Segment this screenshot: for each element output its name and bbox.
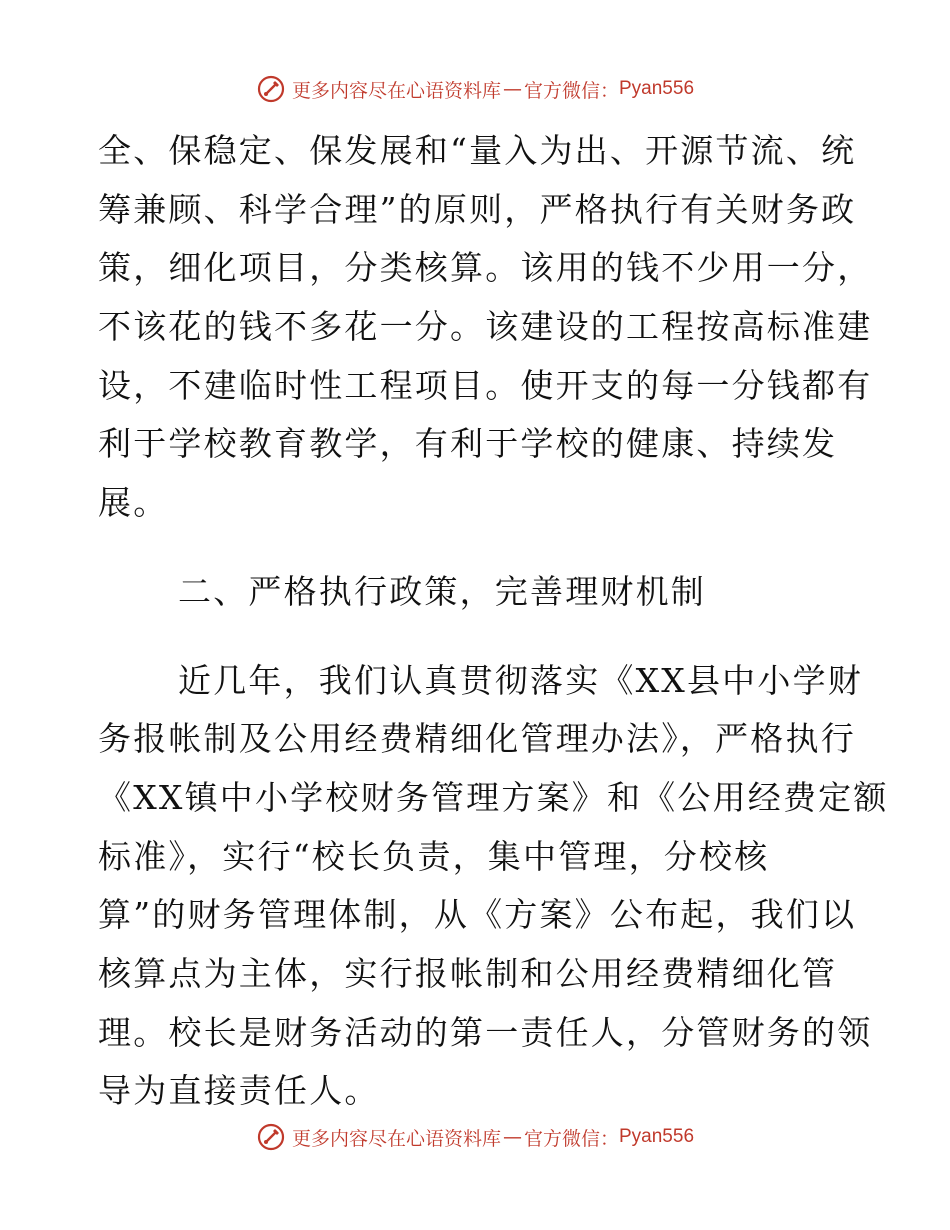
text-line: 理。校长是财务活动的第一责任人，分管财务的领 xyxy=(98,1012,873,1052)
watermark-separator: — xyxy=(502,78,522,100)
watermark-contact-id: Pyan556 xyxy=(619,78,695,99)
watermark-logo-icon xyxy=(256,1122,286,1152)
text-line: 《XX镇中小学校财务管理方案》和《公用经费定额 xyxy=(98,777,889,817)
page-footer-watermark xyxy=(0,1122,950,1152)
text-line: 策，细化项目，分类核算。该用的钱不少用一分， xyxy=(98,248,873,288)
text-line: 算”的财务管理体制，从《方案》公布起，我们以 xyxy=(98,895,857,935)
text-line: 近几年，我们认真贯彻落实《XX县中小学财 xyxy=(178,660,863,700)
text-line: 核算点为主体，实行报帐制和公用经费精细化管 xyxy=(98,953,838,993)
text-line: 展。 xyxy=(98,483,169,523)
paragraph-spacer xyxy=(98,622,858,652)
paragraph-1 xyxy=(98,122,873,533)
section-heading: 二、严格执行政策，完善理财机制 xyxy=(178,571,706,611)
watermark-text: 更多内容尽在心语资料库 xyxy=(291,79,501,102)
text-line: 务报帐制及公用经费精细化管理办法》，严格执行 xyxy=(98,719,856,759)
watermark-separator: — xyxy=(502,1126,522,1148)
text-line: 设，不建临时性工程项目。使开支的每一分钱都有 xyxy=(98,365,873,405)
text-line: 标准》，实行“校长负责，集中管理，分校核 xyxy=(98,836,770,876)
watermark-logo-icon xyxy=(256,74,286,104)
text-line: 利于学校教育教学，有利于学校的健康、持续发 xyxy=(98,424,838,464)
watermark-contact-label: 官方微信： xyxy=(523,79,619,102)
page-header-watermark xyxy=(0,74,950,104)
watermark-contact-id: Pyan556 xyxy=(619,1126,695,1147)
text-line: 不该花的钱不多花一分。该建设的工程按高标准建 xyxy=(98,307,873,347)
document-body xyxy=(98,122,889,1121)
text-line: 全、保稳定、保发展和“量入为出、开源节流、统 xyxy=(98,131,857,170)
text-line: 筹兼顾、科学合理”的原则，严格执行有关财务政 xyxy=(98,189,857,229)
watermark-contact-label: 官方微信： xyxy=(523,1127,619,1150)
watermark-text: 更多内容尽在心语资料库 xyxy=(291,1127,501,1150)
text-line: 导为直接责任人。 xyxy=(98,1071,380,1111)
paragraph-2 xyxy=(98,652,889,1122)
paragraph-spacer xyxy=(98,533,858,563)
